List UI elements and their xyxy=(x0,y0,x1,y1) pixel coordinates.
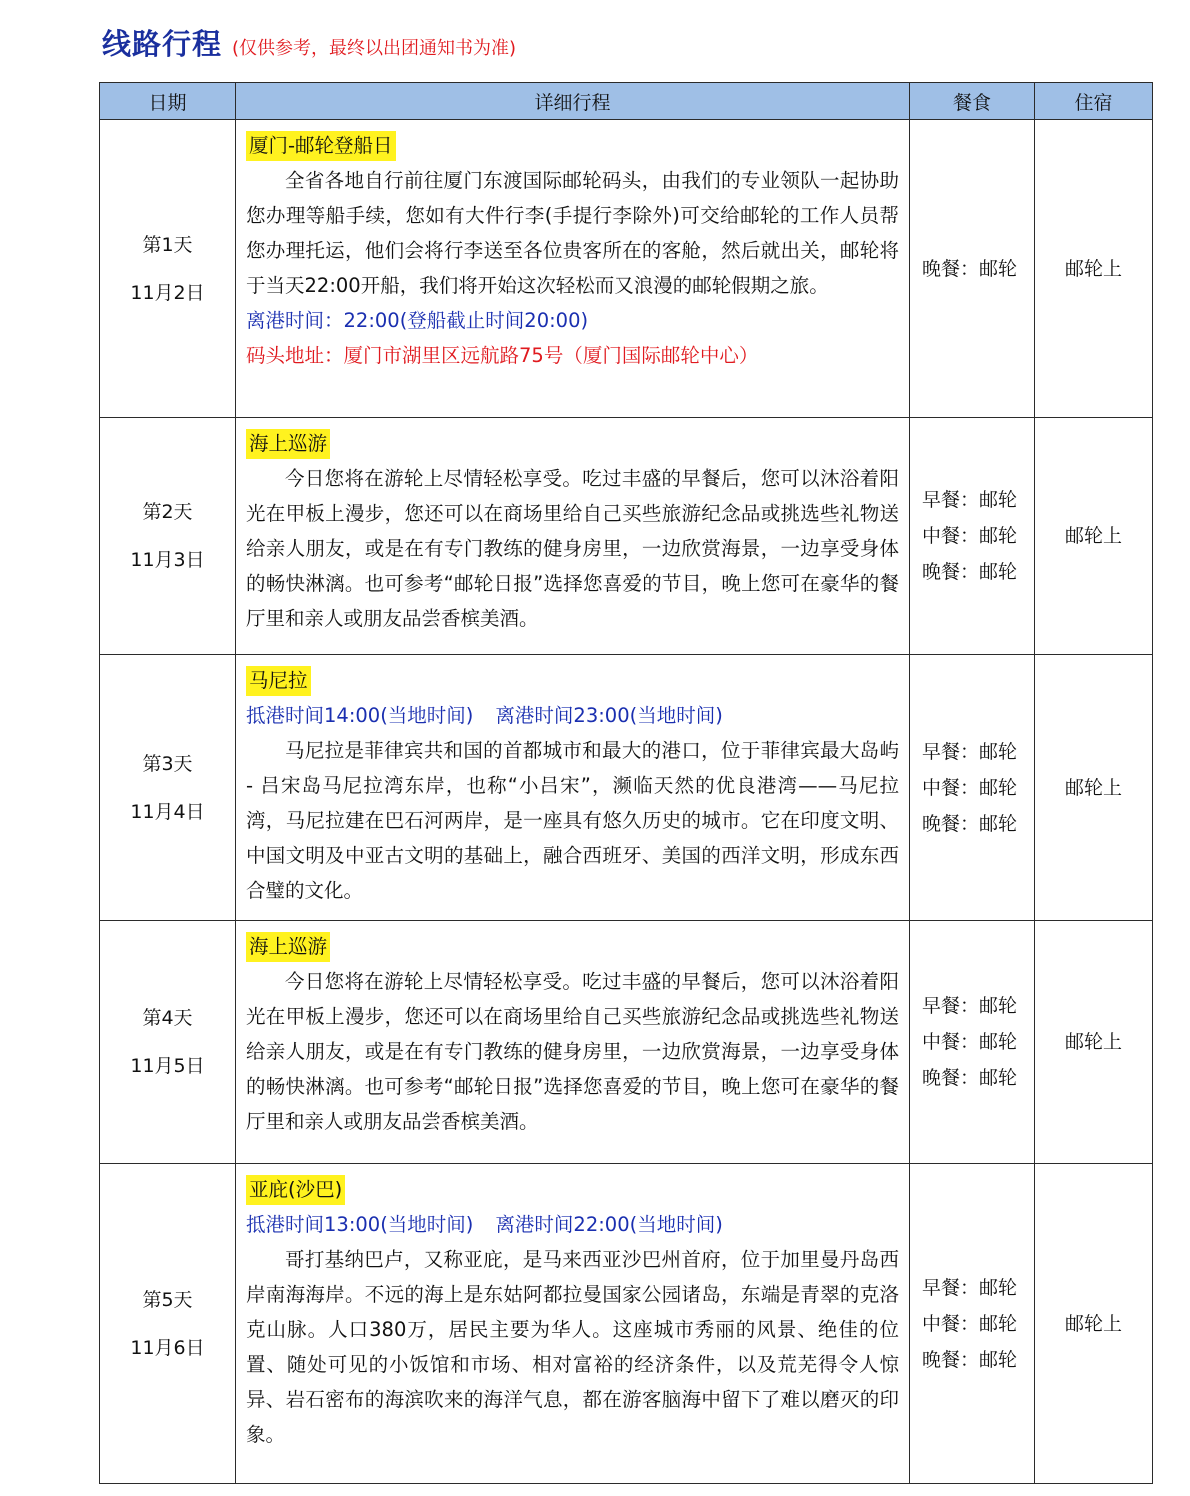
meal-cell xyxy=(910,418,1035,655)
page-title: 线路行程 xyxy=(102,27,223,61)
departure-time: 离港时间23:00(当地时间) xyxy=(495,704,723,727)
meal-cell xyxy=(910,655,1035,921)
table-row xyxy=(100,120,1153,418)
lodge-cell: 邮轮上 xyxy=(1035,120,1153,418)
day-description: 全省各地自行前往厦门东渡国际邮轮码头，由我们的专业领队一起协助您办理等船手续，您如有大件行李(手提行李除外)可交给邮轮的工作人员帮您办理托运，他们会将行李送至各位贵客所在的客舱，然后就出关，邮轮将于当天22:00开船，我们将开始这次轻松而又浪漫的邮轮假期之旅。 xyxy=(246,169,899,297)
table-row xyxy=(100,1164,1153,1484)
column-header-meal: 餐食 xyxy=(910,83,1035,120)
day-date: 11月2日 xyxy=(130,281,205,304)
day-label: 第1天 xyxy=(142,233,193,256)
day-date: 11月3日 xyxy=(130,549,205,571)
meal-item: 早餐：邮轮 xyxy=(922,489,1018,511)
table-row xyxy=(100,418,1153,655)
lodge-cell: 邮轮上 xyxy=(1035,418,1153,655)
meal-cell xyxy=(910,1164,1035,1484)
detail-cell xyxy=(236,655,910,921)
day-cell xyxy=(100,655,236,921)
meal-item: 中餐：邮轮 xyxy=(922,525,1018,547)
departure-note: 离港时间：22:00(登船截止时间20:00) xyxy=(246,309,589,332)
day-description: 马尼拉是菲律宾共和国的首都城市和最大的港口，位于菲律宾最大岛屿 - 吕宋岛马尼拉湾东岸，也称“小吕宋”，濒临天然的优良港湾——马尼拉湾，马尼拉建在巴石河两岸，是一座具有悠久历史的城市。它在印度文明、中国文明及中亚古文明的基础上，融合西班牙、美国的西洋文明，形成东西合璧的文化。 xyxy=(246,739,899,902)
column-header-date: 日期 xyxy=(100,83,236,120)
column-header-lodge: 住宿 xyxy=(1035,83,1153,120)
port-times xyxy=(246,698,899,733)
place-name: 海上巡游 xyxy=(246,429,330,459)
day-description: 哥打基纳巴卢，又称亚庇，是马来西亚沙巴州首府，位于加里曼丹岛西岸南海海岸。不远的海上是东姑阿都拉曼国家公园诸岛，东端是青翠的克洛克山脉。人口380万，居民主要为华人。这座城市秀丽的风景、绝佳的位置、随处可见的小饭馆和市场、相对富裕的经济条件，以及荒芜得令人惊异、岩石密布的海滨吹来的海洋气息，都在游客脑海中留下了难以磨灭的印象。 xyxy=(246,1248,899,1446)
meal-item: 中餐：邮轮 xyxy=(922,1312,1018,1335)
day-cell xyxy=(100,921,236,1164)
page-header xyxy=(102,22,516,62)
day-date: 11月4日 xyxy=(130,800,205,823)
place-name: 厦门-邮轮登船日 xyxy=(246,131,396,161)
meal-item: 晚餐：邮轮 xyxy=(922,257,1018,280)
day-label: 第2天 xyxy=(142,501,193,523)
meal-item: 中餐：邮轮 xyxy=(922,1031,1018,1053)
day-description: 今日您将在游轮上尽情轻松享受。吃过丰盛的早餐后，您可以沐浴着阳光在甲板上漫步，您还可以在商场里给自己买些旅游纪念品或挑选些礼物送给亲人朋友，或是在有专门教练的健身房里，一边欣赏海景，一边享受身体的畅快淋漓。也可参考“邮轮日报”选择您喜爱的节目，晚上您可在豪华的餐厅里和亲人或朋友品尝香槟美酒。 xyxy=(246,467,899,630)
port-times xyxy=(246,1207,899,1242)
detail-cell xyxy=(236,1164,910,1484)
meal-item: 中餐：邮轮 xyxy=(922,776,1018,799)
table-header-row xyxy=(100,83,1153,120)
day-date: 11月6日 xyxy=(130,1336,205,1359)
table-row xyxy=(100,921,1153,1164)
meal-item: 晚餐：邮轮 xyxy=(922,812,1018,835)
meal-cell xyxy=(910,120,1035,418)
meal-item: 晚餐：邮轮 xyxy=(922,1067,1018,1089)
day-date: 11月5日 xyxy=(130,1055,205,1077)
lodge-cell: 邮轮上 xyxy=(1035,1164,1153,1484)
day-label: 第3天 xyxy=(142,752,193,775)
itinerary-table xyxy=(99,82,1153,1484)
meal-item: 早餐：邮轮 xyxy=(922,740,1018,763)
lodge-cell: 邮轮上 xyxy=(1035,655,1153,921)
day-label: 第4天 xyxy=(142,1007,193,1029)
place-name: 亚庇(沙巴) xyxy=(246,1175,345,1205)
arrival-time: 抵港时间13:00(当地时间) xyxy=(246,1213,474,1236)
day-label: 第5天 xyxy=(142,1288,193,1311)
meal-item: 早餐：邮轮 xyxy=(922,995,1018,1017)
lodge-cell: 邮轮上 xyxy=(1035,921,1153,1164)
page-subtitle: (仅供参考，最终以出团通知书为准) xyxy=(232,38,517,59)
departure-time: 离港时间22:00(当地时间) xyxy=(495,1213,723,1236)
arrival-time: 抵港时间14:00(当地时间) xyxy=(246,704,474,727)
meal-item: 早餐：邮轮 xyxy=(922,1276,1018,1299)
detail-cell xyxy=(236,921,910,1164)
place-name: 马尼拉 xyxy=(246,666,311,696)
meal-cell xyxy=(910,921,1035,1164)
meal-item: 晚餐：邮轮 xyxy=(922,1348,1018,1371)
meal-item: 晚餐：邮轮 xyxy=(922,561,1018,583)
day-cell xyxy=(100,120,236,418)
table-row xyxy=(100,655,1153,921)
pier-address: 码头地址：厦门市湖里区远航路75号（厦门国际邮轮中心） xyxy=(246,344,759,367)
day-description: 今日您将在游轮上尽情轻松享受。吃过丰盛的早餐后，您可以沐浴着阳光在甲板上漫步，您还可以在商场里给自己买些旅游纪念品或挑选些礼物送给亲人朋友，或是在有专门教练的健身房里，一边欣赏海景，一边享受身体的畅快淋漓。也可参考“邮轮日报”选择您喜爱的节目，晚上您可在豪华的餐厅里和亲人或朋友品尝香槟美酒。 xyxy=(246,970,899,1133)
day-cell xyxy=(100,1164,236,1484)
column-header-detail: 详细行程 xyxy=(236,83,910,120)
day-cell xyxy=(100,418,236,655)
detail-cell xyxy=(236,120,910,418)
place-name: 海上巡游 xyxy=(246,932,330,962)
detail-cell xyxy=(236,418,910,655)
